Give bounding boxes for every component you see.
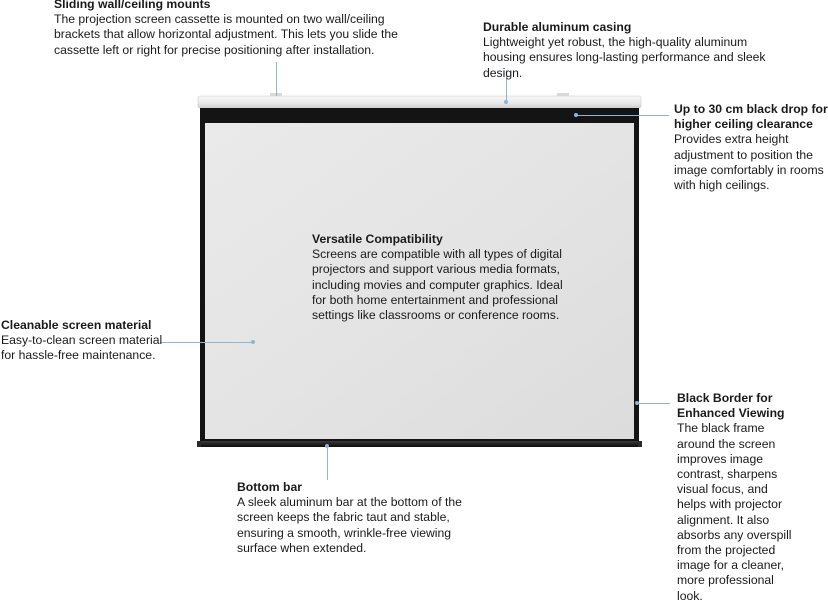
callout-title: Cleanable screen material (1, 318, 152, 332)
leader-dot-black-border (635, 401, 639, 405)
callout-body: The projection screen cassette is mounted on two wall/ceiling brackets that allow horizontal adjustment. This lets you slide the cassette left or right for precise positioning after installation. (54, 12, 398, 57)
leader-black-drop (577, 115, 669, 116)
callout-black-drop (674, 102, 828, 193)
callout-aluminum-casing (483, 20, 783, 81)
callout-title: Up to 30 cm black drop for higher ceiling clearance (674, 102, 828, 132)
bottom-bar-cap-right (638, 441, 642, 447)
callout-title: Black Border for Enhanced Viewing (677, 391, 785, 421)
callout-body: Lightweight yet robust, the high-quality aluminum housing ensures long-lasting performance and sleek design. (483, 35, 766, 80)
callout-title: Bottom bar (237, 480, 302, 494)
leader-dot-black-drop (574, 113, 578, 117)
callout-body: Screens are compatible with all types of digital projectors and support various media formats, including movies and computer graphics. Ideal for both home entertainment and professional settings like classrooms or conference rooms. (312, 247, 563, 323)
callout-sliding-mounts (54, 0, 414, 58)
leader-sliding-mounts (276, 62, 277, 96)
aluminum-casing (198, 96, 641, 108)
leader-dot-bottom-bar (325, 444, 329, 448)
bottom-bar-cap-left (197, 441, 201, 447)
bottom-bar (199, 441, 640, 447)
leader-bottom-bar (327, 446, 328, 480)
leader-cleanable (160, 342, 254, 343)
mount-bracket-right (557, 93, 569, 96)
callout-body: Easy-to-clean screen material for hassle-free maintenance. (1, 333, 163, 363)
callout-body: A sleek aluminum bar at the bottom of the screen keeps the fabric taut and stable, ensuring a smooth, wrinkle-free viewing surface when extended. (237, 495, 462, 555)
callout-body: Provides extra height adjustment to position the image comfortably in rooms with high ceilings. (674, 132, 824, 193)
callout-title: Versatile Compatibility (312, 232, 443, 246)
callout-black-border (677, 391, 795, 604)
callout-bottom-bar (237, 480, 475, 556)
callout-versatile (312, 232, 574, 323)
leader-dot-aluminum-casing (504, 100, 508, 104)
callout-body: The black frame around the screen improves image contrast, sharpens visual focus, and helps with projector alignment. It also absorbs any overspill from the projected image for a cleaner, more professional look. (677, 421, 792, 603)
callout-title: Sliding wall/ceiling mounts (54, 0, 211, 11)
leader-dot-cleanable (251, 340, 255, 344)
callout-title: Durable aluminum casing (483, 20, 632, 34)
callout-cleanable (1, 318, 173, 364)
leader-black-border (637, 403, 670, 404)
